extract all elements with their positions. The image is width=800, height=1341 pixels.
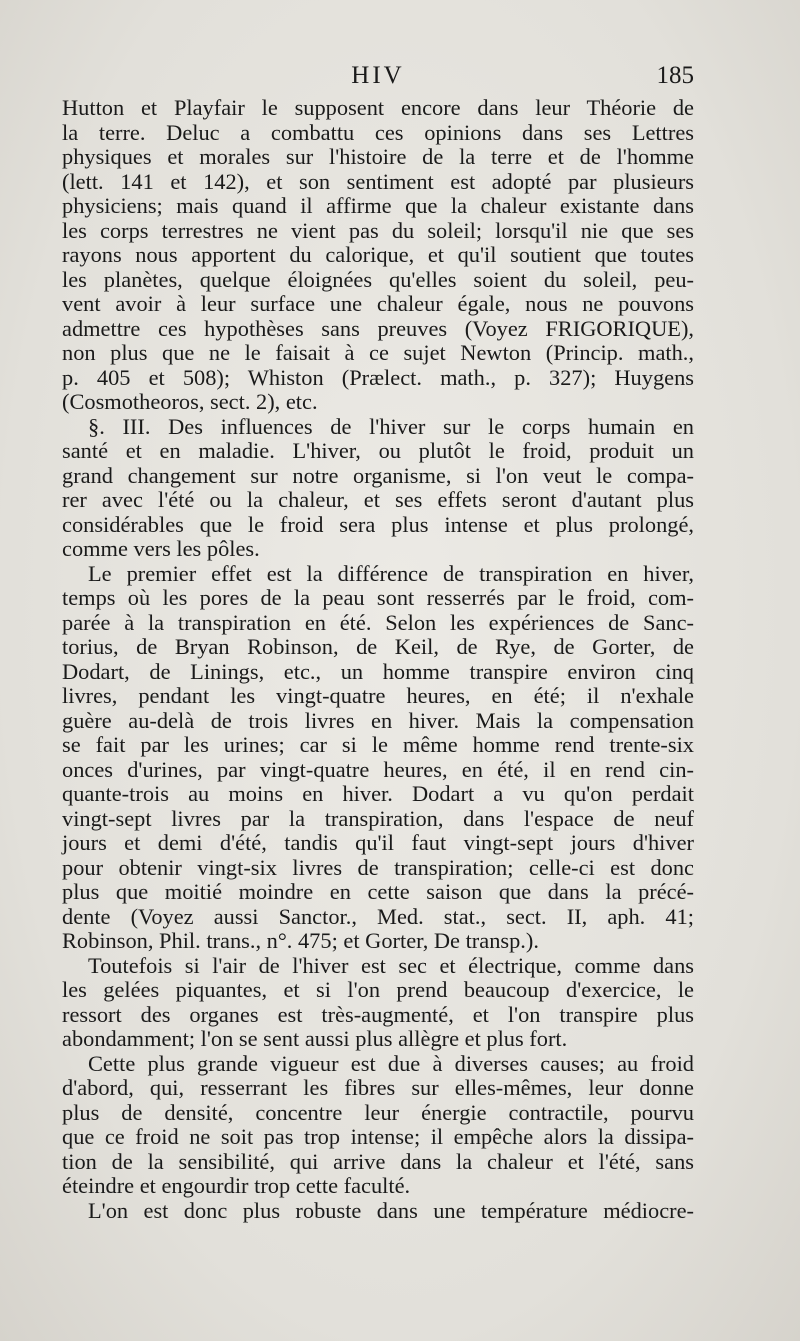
text-line: temps où les pores de la peau sont resserrés par le froid, com-: [62, 585, 694, 610]
text-line: Cette plus grande vigueur est due à diverses causes; au froid: [88, 1050, 694, 1076]
text-line: pour obtenir vingt-six livres de transpiration; celle-ci est donc: [62, 854, 694, 880]
text-line: vent avoir à leur surface une chaleur égale, nous ne pouvons: [62, 291, 694, 316]
text-line: les planètes, quelque éloignées qu'elles soient du soleil, peu-: [62, 266, 694, 292]
text-line: physiciens; mais quand il affirme que la chaleur existante dans: [62, 193, 694, 218]
text-line: abondamment; l'on se sent aussi plus allègre et plus fort.: [62, 1026, 568, 1051]
text-line: parée à la transpiration en été. Selon les expériences de Sanc-: [62, 609, 694, 635]
text-line: dente (Voyez aussi Sanctor., Med. stat., sect. II, aph. 41;: [62, 903, 694, 929]
text-line: jours et demi d'été, tandis qu'il faut vingt-sept jours d'hiver: [62, 830, 694, 855]
text-line: livres, pendant les vingt-quatre heures, en été; il n'exhale: [62, 683, 694, 708]
text-line: admettre ces hypothèses sans preuves (Voyez FRIGORIQUE),: [62, 315, 694, 341]
text-line: Hutton et Playfair le supposent encore dans leur Théorie de: [62, 95, 694, 120]
text-line: (lett. 141 et 142), et son sentiment est adopté par plusieurs: [62, 168, 694, 194]
text-line: vingt-sept livres par la transpiration, dans l'espace de neuf: [62, 805, 694, 831]
text-line: p. 405 et 508); Whiston (Prælect. math., p. 327); Huygens: [62, 364, 694, 390]
text-line: se fait par les urines; car si le même homme rend trente-six: [62, 732, 694, 757]
running-head: HIV: [351, 62, 405, 89]
text-line: considérables que le froid sera plus intense et plus prolongé,: [62, 511, 694, 537]
text-line: santé et en maladie. L'hiver, ou plutôt le froid, produit un: [62, 438, 694, 463]
text-line: torius, de Bryan Robinson, de Keil, de Rye, de Gorter, de: [62, 634, 694, 659]
text-line: plus que moitié moindre en cette saison que dans la précé-: [62, 879, 694, 904]
text-line: tion de la sensibilité, qui arrive dans la chaleur et l'été, sans: [62, 1148, 694, 1174]
body-text: [62, 96, 694, 1223]
text-line: rayons nous apportent du calorique, et qu'il soutient que toutes: [62, 242, 694, 267]
text-line: plus de densité, concentre leur énergie contractile, pourvu: [62, 1099, 694, 1125]
text-line: éteindre et engourdir trop cette faculté.: [62, 1173, 411, 1198]
text-line: quante-trois au moins en hiver. Dodart a vu qu'on perdait: [62, 781, 694, 806]
text-line: §. III. Des influences de l'hiver sur le corps humain en: [88, 413, 694, 439]
text-line: que ce froid ne soit pas trop intense; il empêche alors la dissipa-: [62, 1124, 694, 1149]
text-line: Toutefois si l'air de l'hiver est sec et électrique, comme dans: [88, 952, 694, 978]
text-line: comme vers les pôles.: [62, 536, 260, 561]
text-line: onces d'urines, par vingt-quatre heures, en été, il en rend cin-: [62, 756, 694, 782]
text-line: la terre. Deluc a combattu ces opinions dans ses Lettres: [62, 119, 694, 145]
text-line: L'on est donc plus robuste dans une température médiocre-: [88, 1197, 694, 1223]
text-line: ressort des organes est très-augmenté, et l'on transpire plus: [62, 1001, 694, 1027]
text-line: (Cosmotheoros, sect. 2), etc.: [62, 389, 318, 414]
text-line: physiques et morales sur l'histoire de la terre et de l'homme: [62, 144, 694, 169]
text-line: Dodart, de Linings, etc., un homme transpire environ cinq: [62, 658, 694, 684]
page-header: [62, 62, 694, 98]
text-line: Le premier effet est la différence de transpiration en hiver,: [88, 560, 694, 586]
text-line: non plus que ne le faisait à ce sujet Newton (Princip. math.,: [62, 340, 694, 365]
text-line: les gelées piquantes, et si l'on prend beaucoup d'exercice, le: [62, 977, 694, 1002]
text-line: guère au-delà de trois livres en hiver. Mais la compensation: [62, 707, 694, 733]
text-line: rer avec l'été ou la chaleur, et ses effets seront d'autant plus: [62, 487, 694, 512]
text-line: les corps terrestres ne vient pas du soleil; lorsqu'il nie que ses: [62, 217, 694, 243]
page-number: 185: [656, 62, 694, 89]
text-line: d'abord, qui, resserrant les fibres sur elles-mêmes, leur donne: [62, 1075, 694, 1100]
text-line: grand changement sur notre organisme, si l'on veut le compa-: [62, 462, 694, 488]
text-line: Robinson, Phil. trans., n°. 475; et Gorter, De transp.).: [62, 928, 539, 953]
